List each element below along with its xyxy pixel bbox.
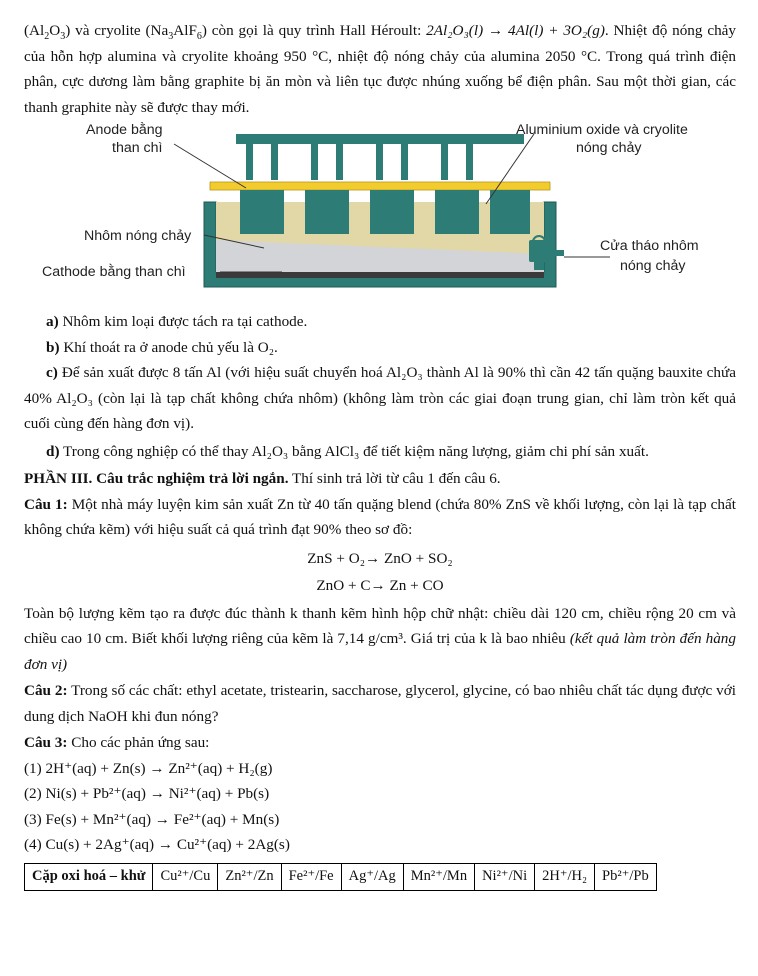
intro-text-6: . Nhiệt xyxy=(604,22,648,39)
statement-a xyxy=(24,309,736,335)
question-3-label: Câu 3: xyxy=(24,734,68,751)
electrolysis-cell-svg xyxy=(24,122,736,305)
reaction-3: (3) Fe(s) + Mn²⁺(aq) → Fe²⁺(aq) + Mn(s) xyxy=(24,810,280,828)
statement-c-text: Để sản xuất được 8 tấn Al (với hiệu suất chuyển hoá Al₂O₃ thành Al là 90% thì cần 42 tấn quặng bauxite chứa 40% Al₂O₃ (còn lại là tạp chất không chứa nhôm) (không làm tròn các giai đoạn trung gian, chỉ làm tròn kết quả cuối cùng đến hàng đơn vị). xyxy=(24,364,736,432)
question-1-text: Một nhà máy luyện kim sản xuất Zn từ 40 tấn quặng blend (chứa 80% ZnS về khối lượng, còn lại là tạp chất không chứa kẽm) với hiệu suất cả quá trình đạt 90% theo sơ đồ: xyxy=(24,495,736,538)
question-2 xyxy=(24,678,736,729)
table-cell: Mn²⁺/Mn xyxy=(403,863,474,890)
label-tap-line1: Cửa tháo nhôm xyxy=(600,238,699,254)
question-3 xyxy=(24,730,736,756)
question-1-part2 xyxy=(24,601,736,678)
electrolysis-cell-diagram xyxy=(24,122,736,305)
question-1-equation-1: ZnS + O₂→ ZnO + SO₂ xyxy=(307,549,453,567)
question-1 xyxy=(24,492,736,543)
redox-pairs-table xyxy=(24,863,657,891)
part3-instructions: Thí sinh trả lời từ câu 1 đến câu 6. xyxy=(288,470,501,487)
statement-c xyxy=(24,360,736,437)
label-oxide-line2: nóng chảy xyxy=(576,140,642,156)
reaction-2: (2) Ni(s) + Pb²⁺(aq) → Ni²⁺(aq) + Pb(s) xyxy=(24,785,270,802)
question-1-rounding-note: (kết quả làm tròn đến hàng đơn vị) xyxy=(24,630,736,673)
statement-c-label: c) xyxy=(46,364,58,381)
label-molten-aluminium: Nhôm nóng chảy xyxy=(84,228,192,244)
question-1-label: Câu 1: xyxy=(24,495,68,513)
question-3-text: Cho các phản ứng sau: xyxy=(67,734,210,751)
table-cell: Zn²⁺/Zn xyxy=(218,863,281,890)
intro-text-rest: độ nóng chảy của hỗn hợp alumina và cryolite khoảng 950 °C, nhiệt độ nóng chảy của alumina 2050 °C. Trong quá trình điện phân, cực dương làm bằng graphite bị ăn mòn và liên tục được nhúng xuống bể điện phân. Sau một thời gian, các thanh graphite này sẽ được thay mới. xyxy=(24,22,736,116)
table-cell: Fe²⁺/Fe xyxy=(281,863,341,890)
table-header-cell xyxy=(25,863,153,890)
label-anode-line2: than chì xyxy=(112,140,163,156)
table-row xyxy=(25,863,657,890)
cathode-base xyxy=(216,272,544,278)
statement-d-text: Trong công nghiệp có thể thay Al₂O₃ bằng AlCl₃ để tiết kiệm năng lượng, giảm chi phí sản xuất. xyxy=(59,442,649,460)
anode-busbar xyxy=(236,134,524,144)
table-cell: Pb²⁺/Pb xyxy=(595,863,657,890)
statement-b-label: b) xyxy=(46,338,60,356)
hall-heroult-equation: 2Al₂O₃(l) → 4Al(l) + 3O₂(g) xyxy=(426,22,605,39)
intro-text-5: ) còn gọi là quy trình Hall Héroult: xyxy=(201,22,427,39)
statement-b xyxy=(24,335,736,361)
statement-a-text: Nhôm kim loại được tách ra tại cathode. xyxy=(58,313,308,330)
table-cell: Ag⁺/Ag xyxy=(341,863,403,890)
question-2-text: Trong số các chất: ethyl acetate, tristearin, saccharose, glycerol, glycine, có bao nhiêu chất tác dụng được với dung dịch NaOH khi đun nóng? xyxy=(24,682,736,725)
intro-text-1: (Al xyxy=(24,22,45,39)
intro-text-2: O xyxy=(49,22,61,39)
question-1-equation-2: ZnO + C→ Zn + CO xyxy=(316,577,444,594)
part3-heading xyxy=(24,466,736,492)
reaction-1: (1) 2H⁺(aq) + Zn(s) → Zn²⁺(aq) + H₂(g) xyxy=(24,759,273,777)
table-cell: Ni²⁺/Ni xyxy=(475,863,535,890)
table-header-text: Cặp oxi hoá – khử xyxy=(32,868,146,884)
question-2-label: Câu 2: xyxy=(24,682,68,699)
intro-text-4: AlF xyxy=(173,22,197,39)
intro-paragraph: $(Al_2O_3)$ và cryolite $(Na_3AlF_6)$ còn gọi là quy trình Hall Héroult: 2Al₂O₃(l) → 4Al(l) + 3O₂(g). Nhiệt độ nóng chảy của hỗn hợp alumina và cryolite khoảng 950 °C, nhiệt độ nóng chảy của alumina 2050 °C. Trong quá trình điện phân, cực dương làm bằng graphite bị ăn mòn và liên tục được nhúng xuống bể điện phân. Sau một thời gian, các thanh graphite này sẽ được thay mới. xyxy=(24,22,736,116)
reaction-4: (4) Cu(s) + 2Ag⁺(aq) → Cu²⁺(aq) + 2Ag(s) xyxy=(24,836,290,853)
label-anode-line1: Anode bằng xyxy=(86,122,163,138)
table-cell: 2H⁺/H₂ xyxy=(535,863,595,890)
intro-text-3: ) và cryolite (Na xyxy=(65,22,169,39)
document-page xyxy=(24,18,736,891)
label-oxide-line1: Aluminium oxide và cryolite xyxy=(516,122,688,138)
anode-yellow-bar xyxy=(210,182,550,190)
statement-d-label: d) xyxy=(46,442,60,460)
label-cathode: Cathode bằng than chì xyxy=(42,264,186,280)
part3-title: PHẦN III. Câu trắc nghiệm trả lời ngắn. xyxy=(24,470,289,487)
statement-a-label: a) xyxy=(46,313,59,330)
table-cell: Cu²⁺/Cu xyxy=(153,863,218,890)
anode-hangers xyxy=(246,144,473,180)
statement-b-text: Khí thoát ra ở anode chủ yếu là O₂. xyxy=(59,338,278,356)
label-tap-line2: nóng chảy xyxy=(620,258,686,274)
question-1-text-2: Toàn bộ lượng kẽm tạo ra được đúc thành k thanh kẽm hình hộp chữ nhật: chiều dài 120 cm, chiều rộng 20 cm và chiều cao 10 cm. Biết khối lượng riêng của kẽm là 7,14 g/cm³. Giá trị của k là bao nhiêu xyxy=(24,604,736,647)
statement-d xyxy=(24,439,736,465)
